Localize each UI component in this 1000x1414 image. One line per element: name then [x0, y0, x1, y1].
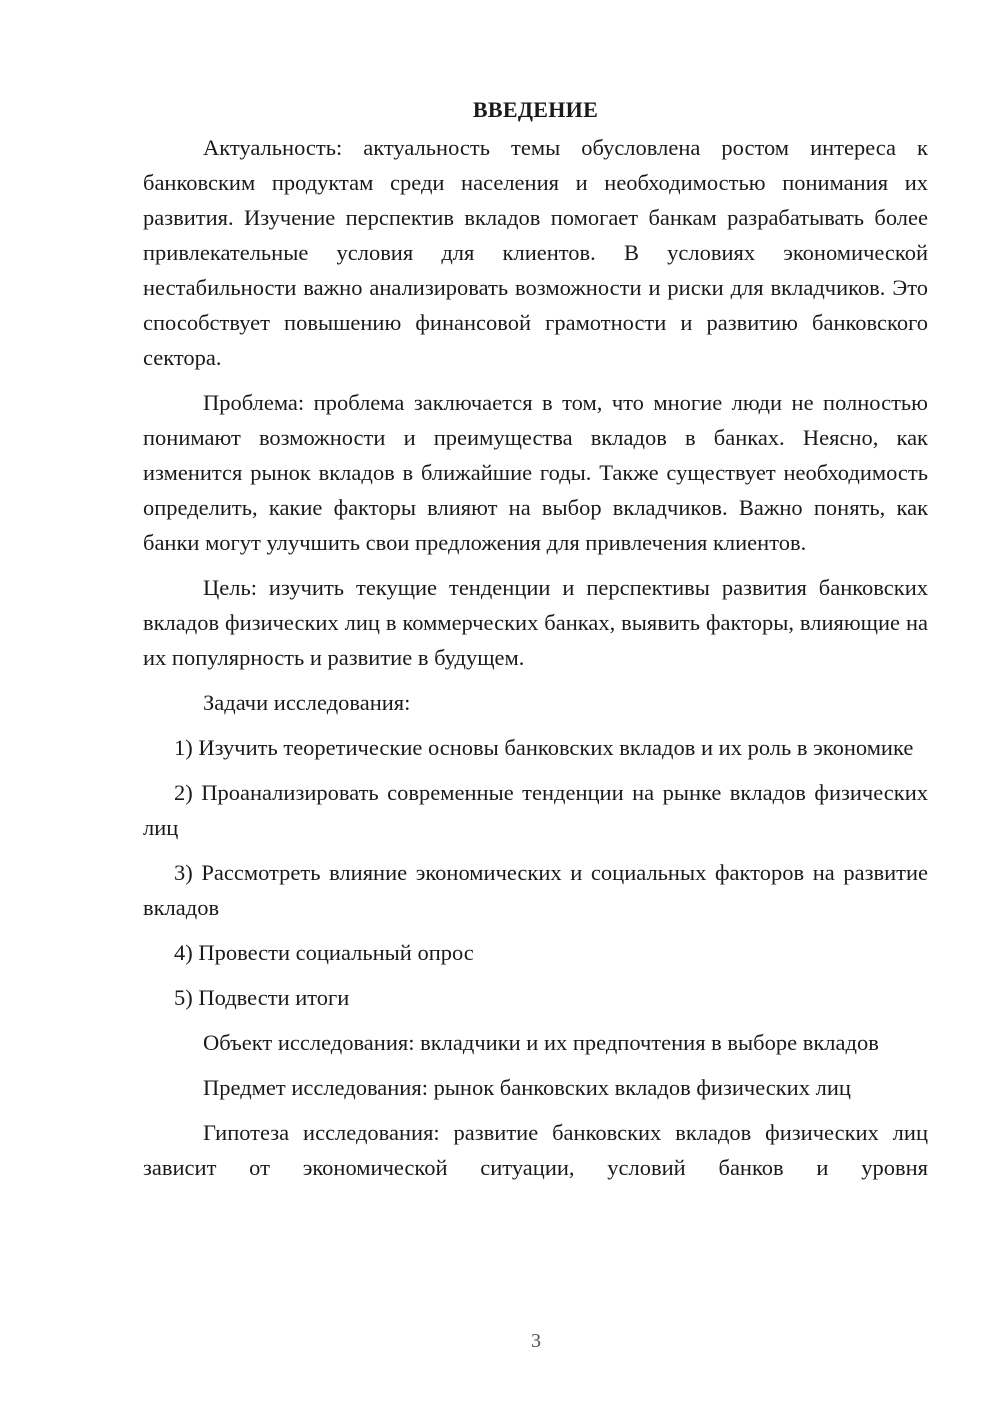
task-item: 3) Рассмотреть влияние экономических и социальных факторов на развитие вкладов [143, 860, 928, 920]
hypothesis-paragraph: Гипотеза исследования: развитие банковских вкладов физических лиц зависит от экономической ситуации, условий банков и уровня [143, 1120, 928, 1180]
goal-paragraph: Цель: изучить текущие тенденции и перспективы развития банковских вкладов физических лиц в коммерческих банках, выявить факторы, влияющие на их популярность и развитие в будущем. [143, 575, 928, 670]
task-item: 2) Проанализировать современные тенденции на рынке вкладов физических лиц [143, 780, 928, 840]
object-paragraph: Объект исследования: вкладчики и их предпочтения в выборе вкладов [203, 1030, 879, 1055]
page-number: 3 [531, 1330, 541, 1352]
task-item: 1) Изучить теоретические основы банковских вкладов и их роль в экономике [174, 735, 914, 760]
problem-paragraph: Проблема: проблема заключается в том, что многие люди не полностью понимают возможности и преимущества вкладов в банках. Неясно, как изменится рынок вкладов в ближайшие годы. Также существует необходимость определить, какие факторы влияют на выбор вкладчиков. Важно понять, как банки могут улучшить свои предложения для привлечения клиентов. [143, 390, 928, 555]
page-body [143, 92, 928, 1195]
task-item: 4) Провести социальный опрос [174, 940, 474, 965]
relevance-paragraph: Актуальность: актуальность темы обусловлена ростом интереса к банковским продуктам среди населения и необходимостью понимания их развития. Изучение перспектив вкладов помогает банкам разрабатывать более привлекательные условия для клиентов. В условиях экономической нестабильности важно анализировать возможности и риски для вкладчиков. Это способствует повышению финансовой грамотности и развитию банковского сектора. [143, 135, 928, 370]
task-item: 5) Подвести итоги [174, 985, 350, 1010]
subject-paragraph: Предмет исследования: рынок банковских вкладов физических лиц [203, 1075, 851, 1100]
tasks-heading: Задачи исследования: [203, 690, 411, 715]
page-title: ВВЕДЕНИЕ [472, 97, 599, 122]
